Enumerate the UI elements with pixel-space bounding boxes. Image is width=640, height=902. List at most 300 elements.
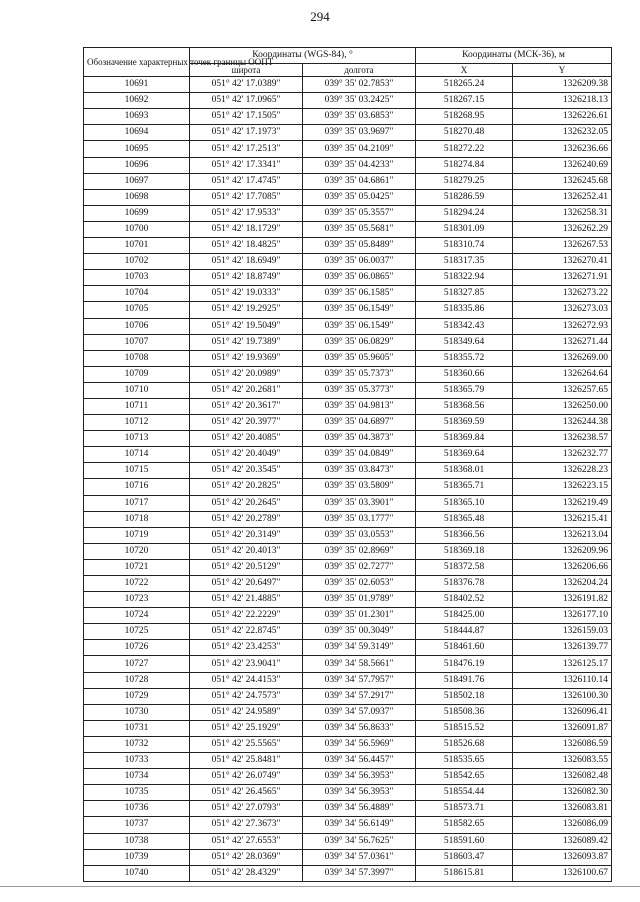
- point-id-cell: 10738: [84, 833, 190, 849]
- latitude-cell: 051° 42' 24.4153": [190, 672, 303, 688]
- longitude-cell: 039° 35' 03.8473": [303, 463, 416, 479]
- x-cell: 518335.86: [416, 302, 513, 318]
- latitude-cell: 051° 42' 20.6497": [190, 576, 303, 592]
- longitude-cell: 039° 34' 56.3953": [303, 785, 416, 801]
- table-row: [84, 398, 612, 414]
- y-cell: 1326270.41: [513, 254, 612, 270]
- table-row: [84, 447, 612, 463]
- longitude-cell: 039° 35' 05.3557": [303, 205, 416, 221]
- x-cell: 518365.48: [416, 511, 513, 527]
- table-row: [84, 543, 612, 559]
- longitude-cell: 039° 35' 04.4233": [303, 157, 416, 173]
- x-cell: 518365.71: [416, 479, 513, 495]
- x-cell: 518286.59: [416, 189, 513, 205]
- latitude-cell: 051° 42' 21.4885": [190, 592, 303, 608]
- point-id-cell: 10722: [84, 576, 190, 592]
- point-id-cell: 10703: [84, 270, 190, 286]
- point-id-cell: 10711: [84, 398, 190, 414]
- y-cell: 1326269.00: [513, 350, 612, 366]
- latitude-cell: 051° 42' 18.1729": [190, 221, 303, 237]
- longitude-cell: 039° 34' 56.4457": [303, 753, 416, 769]
- y-cell: 1326093.87: [513, 849, 612, 865]
- x-cell: 518508.36: [416, 704, 513, 720]
- longitude-cell: 039° 34' 58.5661": [303, 656, 416, 672]
- longitude-cell: 039° 34' 59.3149": [303, 640, 416, 656]
- y-cell: 1326139.77: [513, 640, 612, 656]
- y-cell: 1326262.29: [513, 221, 612, 237]
- point-id-cell: 10721: [84, 559, 190, 575]
- y-cell: 1326086.59: [513, 736, 612, 752]
- latitude-cell: 051° 42' 20.4049": [190, 447, 303, 463]
- y-cell: 1326206.66: [513, 559, 612, 575]
- latitude-cell: 051° 42' 27.3673": [190, 817, 303, 833]
- latitude-cell: 051° 42' 27.0793": [190, 801, 303, 817]
- latitude-cell: 051° 42' 20.3977": [190, 415, 303, 431]
- latitude-cell: 051° 42' 20.4013": [190, 543, 303, 559]
- point-id-cell: 10729: [84, 688, 190, 704]
- y-cell: 1326228.23: [513, 463, 612, 479]
- y-cell: 1326086.09: [513, 817, 612, 833]
- latitude-cell: 051° 42' 26.4565": [190, 785, 303, 801]
- latitude-cell: 051° 42' 17.0965": [190, 93, 303, 109]
- x-cell: 518402.52: [416, 592, 513, 608]
- table-row: [84, 624, 612, 640]
- longitude-cell: 039° 35' 03.2425": [303, 93, 416, 109]
- latitude-cell: 051° 42' 20.2681": [190, 382, 303, 398]
- table-row: [84, 785, 612, 801]
- latitude-cell: 051° 42' 23.4253": [190, 640, 303, 656]
- x-cell: 518554.44: [416, 785, 513, 801]
- longitude-cell: 039° 35' 04.3873": [303, 431, 416, 447]
- longitude-cell: 039° 35' 06.0865": [303, 270, 416, 286]
- latitude-cell: 051° 42' 19.0333": [190, 286, 303, 302]
- table-row: [84, 559, 612, 575]
- header-designation: Обозначение характерных точек границы ООПТ: [84, 48, 190, 77]
- latitude-cell: 051° 42' 18.4825": [190, 238, 303, 254]
- x-cell: 518365.10: [416, 495, 513, 511]
- point-id-cell: 10705: [84, 302, 190, 318]
- longitude-cell: 039° 35' 03.1777": [303, 511, 416, 527]
- latitude-cell: 051° 42' 20.2825": [190, 479, 303, 495]
- point-id-cell: 10709: [84, 366, 190, 382]
- table-row: [84, 366, 612, 382]
- point-id-cell: 10720: [84, 543, 190, 559]
- point-id-cell: 10737: [84, 817, 190, 833]
- latitude-cell: 051° 42' 20.3545": [190, 463, 303, 479]
- table-row: [84, 270, 612, 286]
- x-cell: 518366.56: [416, 527, 513, 543]
- point-id-cell: 10727: [84, 656, 190, 672]
- table-row: [84, 157, 612, 173]
- x-cell: 518476.19: [416, 656, 513, 672]
- y-cell: 1326177.10: [513, 608, 612, 624]
- y-cell: 1326204.24: [513, 576, 612, 592]
- x-cell: 518327.85: [416, 286, 513, 302]
- latitude-cell: 051° 42' 26.0749": [190, 769, 303, 785]
- x-cell: 518425.00: [416, 608, 513, 624]
- table-body: [84, 77, 612, 882]
- point-id-cell: 10695: [84, 141, 190, 157]
- point-id-cell: 10740: [84, 865, 190, 881]
- x-cell: 518369.84: [416, 431, 513, 447]
- table-row: [84, 833, 612, 849]
- header-latitude: широта: [190, 64, 303, 77]
- point-id-cell: 10716: [84, 479, 190, 495]
- point-id-cell: 10734: [84, 769, 190, 785]
- table-row: [84, 173, 612, 189]
- longitude-cell: 039° 35' 02.7853": [303, 77, 416, 93]
- longitude-cell: 039° 34' 56.5969": [303, 736, 416, 752]
- table-row: [84, 849, 612, 865]
- x-cell: 518368.56: [416, 398, 513, 414]
- longitude-cell: 039° 34' 56.3953": [303, 769, 416, 785]
- x-cell: 518369.64: [416, 447, 513, 463]
- latitude-cell: 051° 42' 18.8749": [190, 270, 303, 286]
- longitude-cell: 039° 34' 57.7957": [303, 672, 416, 688]
- table-row: [84, 125, 612, 141]
- table-row: [84, 302, 612, 318]
- y-cell: 1326213.04: [513, 527, 612, 543]
- y-cell: 1326236.66: [513, 141, 612, 157]
- longitude-cell: 039° 35' 05.9605": [303, 350, 416, 366]
- latitude-cell: 051° 42' 20.2645": [190, 495, 303, 511]
- page-number: 294: [310, 9, 330, 24]
- coordinates-table: [83, 47, 612, 882]
- point-id-cell: 10739: [84, 849, 190, 865]
- x-cell: 518360.66: [416, 366, 513, 382]
- longitude-cell: 039° 35' 04.0849": [303, 447, 416, 463]
- footer-divider: [0, 886, 640, 887]
- x-cell: 518355.72: [416, 350, 513, 366]
- y-cell: 1326191.82: [513, 592, 612, 608]
- y-cell: 1326083.55: [513, 753, 612, 769]
- latitude-cell: 051° 42' 20.2789": [190, 511, 303, 527]
- point-id-cell: 10702: [84, 254, 190, 270]
- x-cell: 518376.78: [416, 576, 513, 592]
- table-row: [84, 350, 612, 366]
- x-cell: 518526.68: [416, 736, 513, 752]
- longitude-cell: 039° 35' 06.1549": [303, 302, 416, 318]
- table-row: [84, 141, 612, 157]
- table-row: [84, 656, 612, 672]
- x-cell: 518502.18: [416, 688, 513, 704]
- latitude-cell: 051° 42' 17.7085": [190, 189, 303, 205]
- latitude-cell: 051° 42' 19.5049": [190, 318, 303, 334]
- table-row: [84, 801, 612, 817]
- y-cell: 1326226.61: [513, 109, 612, 125]
- longitude-cell: 039° 35' 02.6053": [303, 576, 416, 592]
- latitude-cell: 051° 42' 24.9589": [190, 704, 303, 720]
- x-cell: 518301.09: [416, 221, 513, 237]
- y-cell: 1326252.41: [513, 189, 612, 205]
- table-row: [84, 93, 612, 109]
- latitude-cell: 051° 42' 20.3617": [190, 398, 303, 414]
- longitude-cell: 039° 34' 56.7625": [303, 833, 416, 849]
- table-row: [84, 205, 612, 221]
- point-id-cell: 10723: [84, 592, 190, 608]
- point-id-cell: 10732: [84, 736, 190, 752]
- point-id-cell: 10713: [84, 431, 190, 447]
- table-row: [84, 672, 612, 688]
- table-row: [84, 318, 612, 334]
- point-id-cell: 10719: [84, 527, 190, 543]
- longitude-cell: 039° 34' 56.4889": [303, 801, 416, 817]
- header-y: Y: [513, 64, 612, 77]
- header-msk36: Координаты (МСК-36), м: [416, 48, 612, 64]
- table-row: [84, 720, 612, 736]
- table-row: [84, 109, 612, 125]
- y-cell: 1326238.57: [513, 431, 612, 447]
- latitude-cell: 051° 42' 27.6553": [190, 833, 303, 849]
- table-row: [84, 640, 612, 656]
- longitude-cell: 039° 34' 56.8633": [303, 720, 416, 736]
- y-cell: 1326273.22: [513, 286, 612, 302]
- y-cell: 1326082.48: [513, 769, 612, 785]
- latitude-cell: 051° 42' 18.6949": [190, 254, 303, 270]
- y-cell: 1326219.49: [513, 495, 612, 511]
- longitude-cell: 039° 35' 01.9789": [303, 592, 416, 608]
- longitude-cell: 039° 35' 06.0037": [303, 254, 416, 270]
- latitude-cell: 051° 42' 17.3341": [190, 157, 303, 173]
- y-cell: 1326082.30: [513, 785, 612, 801]
- longitude-cell: 039° 35' 06.1585": [303, 286, 416, 302]
- x-cell: 518542.65: [416, 769, 513, 785]
- y-cell: 1326125.17: [513, 656, 612, 672]
- latitude-cell: 051° 42' 25.8481": [190, 753, 303, 769]
- point-id-cell: 10731: [84, 720, 190, 736]
- latitude-cell: 051° 42' 28.0369": [190, 849, 303, 865]
- y-cell: 1326223.15: [513, 479, 612, 495]
- point-id-cell: 10697: [84, 173, 190, 189]
- longitude-cell: 039° 35' 03.6853": [303, 109, 416, 125]
- table-row: [84, 286, 612, 302]
- x-cell: 518573.71: [416, 801, 513, 817]
- x-cell: 518461.60: [416, 640, 513, 656]
- point-id-cell: 10704: [84, 286, 190, 302]
- point-id-cell: 10725: [84, 624, 190, 640]
- longitude-cell: 039° 34' 57.3997": [303, 865, 416, 881]
- x-cell: 518268.95: [416, 109, 513, 125]
- table-row: [84, 753, 612, 769]
- table-row: [84, 527, 612, 543]
- longitude-cell: 039° 35' 06.0829": [303, 334, 416, 350]
- point-id-cell: 10714: [84, 447, 190, 463]
- x-cell: 518535.65: [416, 753, 513, 769]
- table-row: [84, 511, 612, 527]
- x-cell: 518310.74: [416, 238, 513, 254]
- x-cell: 518515.52: [416, 720, 513, 736]
- table-row: [84, 431, 612, 447]
- point-id-cell: 10701: [84, 238, 190, 254]
- longitude-cell: 039° 35' 05.3773": [303, 382, 416, 398]
- y-cell: 1326100.67: [513, 865, 612, 881]
- point-id-cell: 10710: [84, 382, 190, 398]
- table-row: [84, 77, 612, 93]
- x-cell: 518369.18: [416, 543, 513, 559]
- point-id-cell: 10735: [84, 785, 190, 801]
- x-cell: 518265.24: [416, 77, 513, 93]
- y-cell: 1326091.87: [513, 720, 612, 736]
- latitude-cell: 051° 42' 22.8745": [190, 624, 303, 640]
- table-row: [84, 817, 612, 833]
- x-cell: 518349.64: [416, 334, 513, 350]
- y-cell: 1326240.69: [513, 157, 612, 173]
- point-id-cell: 10733: [84, 753, 190, 769]
- point-id-cell: 10694: [84, 125, 190, 141]
- longitude-cell: 039° 35' 03.3901": [303, 495, 416, 511]
- table-row: [84, 382, 612, 398]
- y-cell: 1326258.31: [513, 205, 612, 221]
- point-id-cell: 10724: [84, 608, 190, 624]
- x-cell: 518365.79: [416, 382, 513, 398]
- point-id-cell: 10712: [84, 415, 190, 431]
- x-cell: 518369.59: [416, 415, 513, 431]
- table-row: [84, 479, 612, 495]
- point-id-cell: 10715: [84, 463, 190, 479]
- longitude-cell: 039° 35' 04.6861": [303, 173, 416, 189]
- longitude-cell: 039° 35' 02.8969": [303, 543, 416, 559]
- table-row: [84, 463, 612, 479]
- y-cell: 1326215.41: [513, 511, 612, 527]
- y-cell: 1326267.53: [513, 238, 612, 254]
- table-row: [84, 189, 612, 205]
- longitude-cell: 039° 35' 03.9697": [303, 125, 416, 141]
- latitude-cell: 051° 42' 20.3149": [190, 527, 303, 543]
- longitude-cell: 039° 34' 56.6149": [303, 817, 416, 833]
- latitude-cell: 051° 42' 17.1505": [190, 109, 303, 125]
- latitude-cell: 051° 42' 20.4085": [190, 431, 303, 447]
- x-cell: 518603.47: [416, 849, 513, 865]
- y-cell: 1326159.03: [513, 624, 612, 640]
- longitude-cell: 039° 35' 04.6897": [303, 415, 416, 431]
- latitude-cell: 051° 42' 20.5129": [190, 559, 303, 575]
- longitude-cell: 039° 34' 57.0361": [303, 849, 416, 865]
- table-row: [84, 254, 612, 270]
- header-longitude: долгота: [303, 64, 416, 77]
- x-cell: 518591.60: [416, 833, 513, 849]
- longitude-cell: 039° 35' 04.2109": [303, 141, 416, 157]
- point-id-cell: 10717: [84, 495, 190, 511]
- y-cell: 1326100.30: [513, 688, 612, 704]
- table-row: [84, 576, 612, 592]
- header-wgs84: Координаты (WGS-84), °: [190, 48, 416, 64]
- x-cell: 518294.24: [416, 205, 513, 221]
- point-id-cell: 10699: [84, 205, 190, 221]
- x-cell: 518368.01: [416, 463, 513, 479]
- y-cell: 1326096.41: [513, 704, 612, 720]
- longitude-cell: 039° 35' 05.5681": [303, 221, 416, 237]
- x-cell: 518372.58: [416, 559, 513, 575]
- point-id-cell: 10692: [84, 93, 190, 109]
- y-cell: 1326264.64: [513, 366, 612, 382]
- point-id-cell: 10700: [84, 221, 190, 237]
- y-cell: 1326209.38: [513, 77, 612, 93]
- longitude-cell: 039° 35' 00.3049": [303, 624, 416, 640]
- longitude-cell: 039° 35' 04.9813": [303, 398, 416, 414]
- x-cell: 518272.22: [416, 141, 513, 157]
- y-cell: 1326244.38: [513, 415, 612, 431]
- y-cell: 1326232.77: [513, 447, 612, 463]
- y-cell: 1326083.81: [513, 801, 612, 817]
- longitude-cell: 039° 35' 03.5809": [303, 479, 416, 495]
- x-cell: 518317.35: [416, 254, 513, 270]
- point-id-cell: 10730: [84, 704, 190, 720]
- header-x: X: [416, 64, 513, 77]
- point-id-cell: 10718: [84, 511, 190, 527]
- point-id-cell: 10693: [84, 109, 190, 125]
- y-cell: 1326271.91: [513, 270, 612, 286]
- table-row: [84, 495, 612, 511]
- point-id-cell: 10707: [84, 334, 190, 350]
- latitude-cell: 051° 42' 25.1929": [190, 720, 303, 736]
- latitude-cell: 051° 42' 19.2925": [190, 302, 303, 318]
- y-cell: 1326232.05: [513, 125, 612, 141]
- longitude-cell: 039° 35' 05.7373": [303, 366, 416, 382]
- point-id-cell: 10736: [84, 801, 190, 817]
- longitude-cell: 039° 35' 05.0425": [303, 189, 416, 205]
- point-id-cell: 10728: [84, 672, 190, 688]
- x-cell: 518270.48: [416, 125, 513, 141]
- x-cell: 518267.15: [416, 93, 513, 109]
- longitude-cell: 039° 34' 57.0937": [303, 704, 416, 720]
- point-id-cell: 10696: [84, 157, 190, 173]
- x-cell: 518322.94: [416, 270, 513, 286]
- latitude-cell: 051° 42' 17.4745": [190, 173, 303, 189]
- table-row: [84, 415, 612, 431]
- y-cell: 1326209.96: [513, 543, 612, 559]
- y-cell: 1326272.93: [513, 318, 612, 334]
- x-cell: 518279.25: [416, 173, 513, 189]
- y-cell: 1326250.00: [513, 398, 612, 414]
- y-cell: 1326245.68: [513, 173, 612, 189]
- x-cell: 518444.87: [416, 624, 513, 640]
- y-cell: 1326089.42: [513, 833, 612, 849]
- point-id-cell: 10708: [84, 350, 190, 366]
- point-id-cell: 10706: [84, 318, 190, 334]
- x-cell: 518342.43: [416, 318, 513, 334]
- table-row: [84, 736, 612, 752]
- longitude-cell: 039° 35' 05.8489": [303, 238, 416, 254]
- table-row: [84, 688, 612, 704]
- latitude-cell: 051° 42' 23.9041": [190, 656, 303, 672]
- latitude-cell: 051° 42' 22.2229": [190, 608, 303, 624]
- y-cell: 1326257.65: [513, 382, 612, 398]
- table-row: [84, 704, 612, 720]
- table-header-row: [84, 48, 612, 64]
- y-cell: 1326110.14: [513, 672, 612, 688]
- table-row: [84, 769, 612, 785]
- table-row: [84, 608, 612, 624]
- latitude-cell: 051° 42' 17.9533": [190, 205, 303, 221]
- longitude-cell: 039° 35' 01.2301": [303, 608, 416, 624]
- latitude-cell: 051° 42' 19.7389": [190, 334, 303, 350]
- table-row: [84, 592, 612, 608]
- x-cell: 518615.81: [416, 865, 513, 881]
- x-cell: 518582.65: [416, 817, 513, 833]
- latitude-cell: 051° 42' 25.5565": [190, 736, 303, 752]
- latitude-cell: 051° 42' 17.1973": [190, 125, 303, 141]
- table-row: [84, 221, 612, 237]
- latitude-cell: 051° 42' 17.0389": [190, 77, 303, 93]
- x-cell: 518274.84: [416, 157, 513, 173]
- latitude-cell: 051° 42' 17.2513": [190, 141, 303, 157]
- table-row: [84, 238, 612, 254]
- longitude-cell: 039° 35' 06.1549": [303, 318, 416, 334]
- x-cell: 518491.76: [416, 672, 513, 688]
- table-row: [84, 334, 612, 350]
- latitude-cell: 051° 42' 20.0989": [190, 366, 303, 382]
- point-id-cell: 10691: [84, 77, 190, 93]
